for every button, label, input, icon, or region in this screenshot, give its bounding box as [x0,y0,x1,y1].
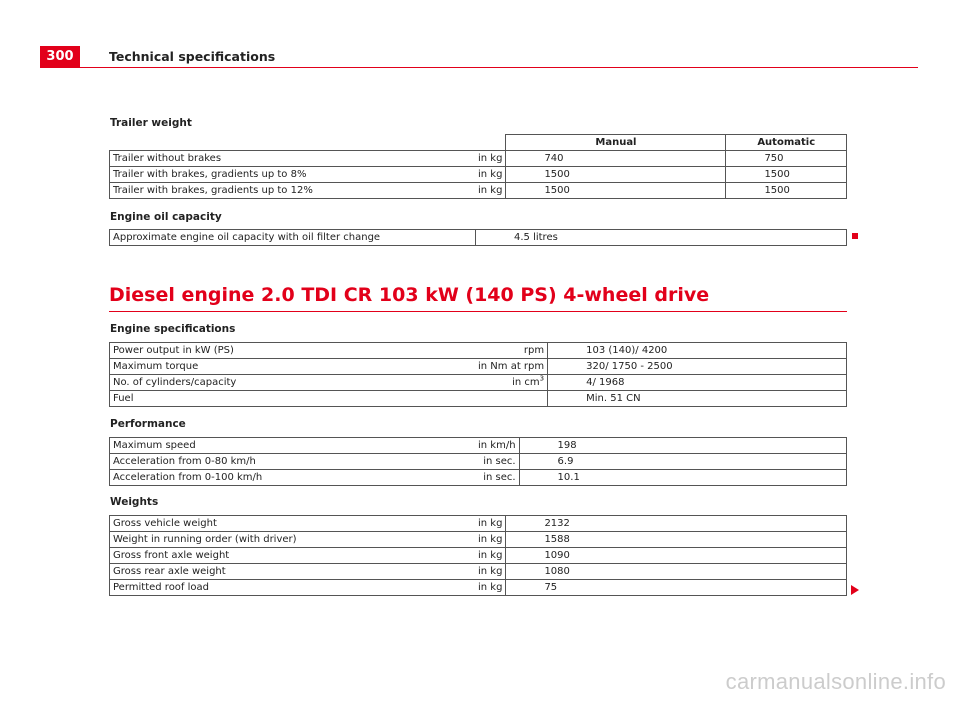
row-value: 1090 [506,548,847,564]
section-end-marker [852,233,858,239]
row-label: Approximate engine oil capacity with oil filter change [110,230,476,246]
table-row [110,167,847,183]
table-row [110,359,847,375]
manual-value: 1500 [506,183,726,199]
row-label: Trailer without brakes [110,151,476,167]
watermark: carmanualsonline.info [725,669,946,694]
row-unit: in kg [475,516,506,532]
page-header [40,46,918,68]
row-value: 320/ 1750 - 2500 [548,359,847,375]
row-value: Min. 51 CN [548,391,847,407]
weights-table [109,515,847,596]
row-label: Power output in kW (PS) [110,343,476,359]
column-header-manual: Manual [506,135,726,151]
row-label: Fuel [110,391,476,407]
row-unit: in sec. [475,470,519,486]
page-title: Technical specifications [109,49,276,64]
table-row [110,375,847,391]
table-row [110,391,847,407]
continue-arrow-icon [851,585,859,595]
row-value: 4/ 1968 [548,375,847,391]
row-label: Permitted roof load [110,580,476,596]
row-unit: in kg [475,183,506,199]
row-value: 198 [519,438,846,454]
row-unit: rpm [475,343,548,359]
table-row [110,548,847,564]
row-label: Trailer with brakes, gradients up to 8% [110,167,476,183]
row-value: 10.1 [519,470,846,486]
row-label: Trailer with brakes, gradients up to 12% [110,183,476,199]
table-row [110,151,847,167]
manual-value: 1500 [506,167,726,183]
automatic-value: 1500 [726,167,847,183]
row-label: Maximum speed [110,438,476,454]
table-header-row [110,135,847,151]
empty-header-cell [110,135,506,151]
row-label: Gross vehicle weight [110,516,476,532]
table-row [110,564,847,580]
table-row [110,183,847,199]
row-unit: in kg [475,564,506,580]
row-unit: in kg [475,167,506,183]
row-unit: in kg [475,580,506,596]
engine-oil-table [109,229,847,246]
weights-label: Weights [110,496,159,508]
table-row [110,454,847,470]
table-row [110,343,847,359]
row-unit: in kg [475,532,506,548]
manual-value: 740 [506,151,726,167]
heading-rule [109,311,847,312]
table-row [110,438,847,454]
performance-label: Performance [110,418,186,430]
performance-table [109,437,847,486]
row-label: Gross rear axle weight [110,564,476,580]
table-row [110,580,847,596]
row-unit: in kg [475,151,506,167]
row-unit: in Nm at rpm [475,359,548,375]
row-label: No. of cylinders/capacity [110,375,476,391]
table-row [110,516,847,532]
row-label: Gross front axle weight [110,548,476,564]
table-row [110,532,847,548]
row-value: 6.9 [519,454,846,470]
row-value: 103 (140)/ 4200 [548,343,847,359]
row-unit-cell [475,375,548,391]
column-header-automatic: Automatic [726,135,847,151]
header-rule [80,67,918,69]
unit-superscript: 3 [539,374,545,383]
row-unit: in sec. [475,454,519,470]
row-unit [475,391,548,407]
automatic-value: 750 [726,151,847,167]
row-value: 1588 [506,532,847,548]
page-number: 300 [40,46,80,68]
engine-specifications-table [109,342,847,407]
row-label: Acceleration from 0-100 km/h [110,470,476,486]
engine-specifications-label: Engine specifications [110,323,236,335]
automatic-value: 1500 [726,183,847,199]
row-label: Acceleration from 0-80 km/h [110,454,476,470]
table-row [110,470,847,486]
row-value: 1080 [506,564,847,580]
row-value: 4.5 litres [476,230,847,246]
trailer-weight-table [109,134,847,199]
engine-oil-label: Engine oil capacity [110,211,222,223]
section-heading: Diesel engine 2.0 TDI CR 103 kW (140 PS) 4-wheel drive [109,284,710,306]
row-unit: in km/h [475,438,519,454]
row-unit: in kg [475,548,506,564]
row-value: 75 [506,580,847,596]
table-row [110,230,847,246]
row-unit: in cm [512,377,540,388]
row-label: Maximum torque [110,359,476,375]
row-value: 2132 [506,516,847,532]
row-label: Weight in running order (with driver) [110,532,476,548]
trailer-weight-label: Trailer weight [110,117,192,129]
